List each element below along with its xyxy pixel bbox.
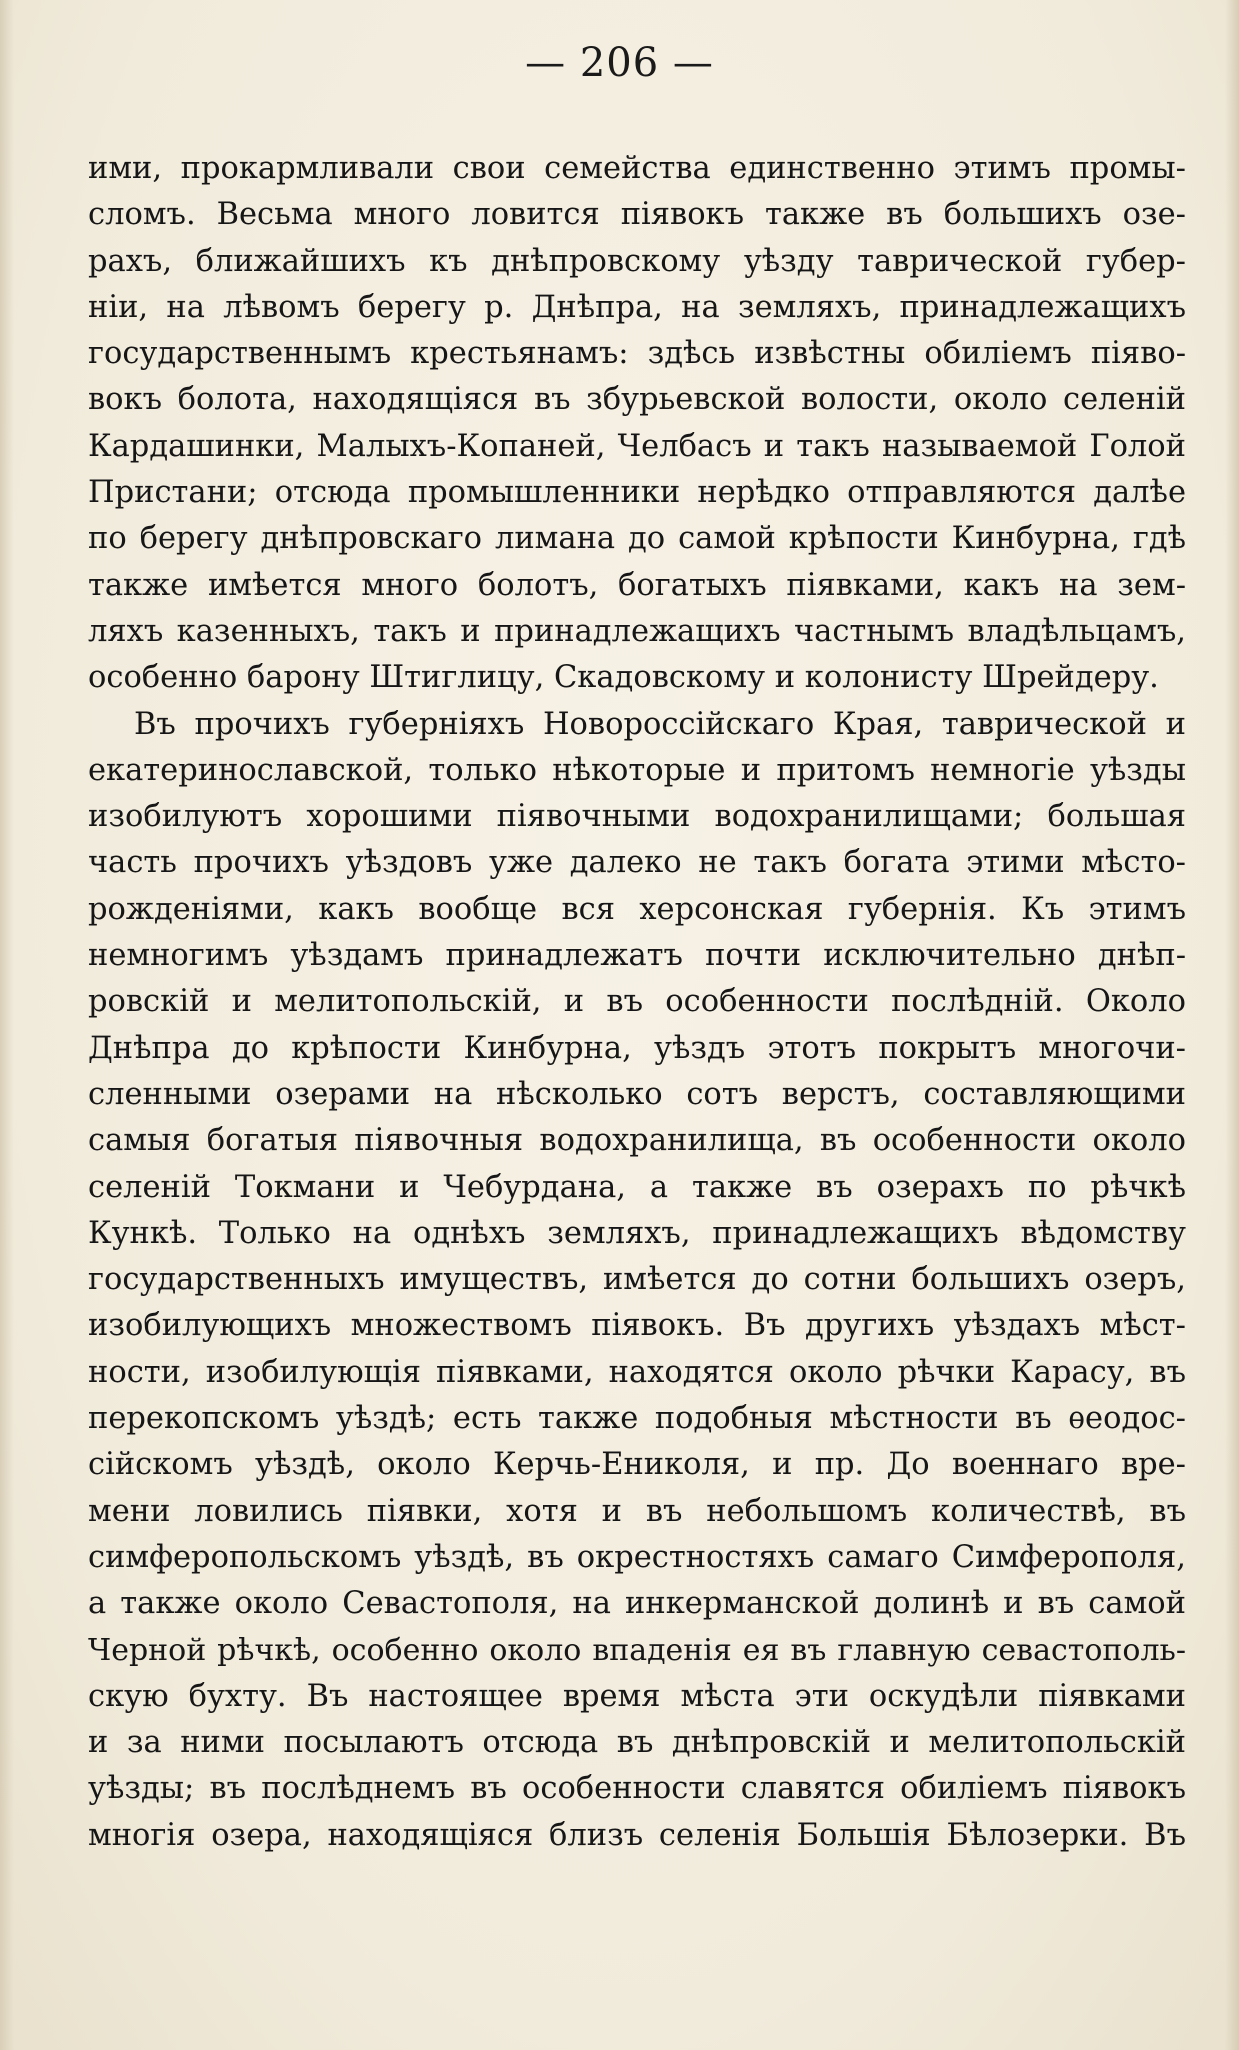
text-line: государственнымъ крестьянамъ: здѣсь извѣстны обиліемъ піяво-: [88, 336, 1186, 372]
text-line: ности, изобилующія піявками, находятся около рѣчки Карасу, въ: [88, 1354, 1186, 1390]
text-line: вокъ болота, находящіяся въ збурьевской волости, около селеній: [88, 382, 1186, 418]
page-number: — 206 —: [525, 40, 714, 86]
text-line: ніи, на лѣвомъ берегу р. Днѣпра, на земляхъ, принадлежащихъ: [88, 289, 1186, 325]
text-line: мени ловились піявки, хотя и въ небольшомъ количествѣ, въ: [88, 1493, 1186, 1529]
text-line: и за ними посылаютъ отсюда въ днѣпровскій и мелитопольскій: [88, 1725, 1186, 1761]
text-line: сійскомъ уѣздѣ, около Керчь-Ениколя, и пр. До военнаго вре-: [88, 1447, 1186, 1483]
body-text: [88, 146, 1186, 1859]
text-line-paragraph-start: Въ прочихъ губерніяхъ Новороссійскаго Края, таврической и: [134, 706, 1186, 742]
text-line: также имѣется много болотъ, богатыхъ піявками, какъ на зем-: [88, 567, 1186, 603]
text-line: многія озера, находящіяся близъ селенія Большія Бѣлозерки. Въ: [88, 1817, 1186, 1853]
text-line: перекопскомъ уѣздѣ; есть также подобныя мѣстности въ ѳеодос-: [88, 1401, 1186, 1437]
text-line: ими, прокармливали свои семейства единственно этимъ промы-: [88, 151, 1186, 186]
text-line: селеній Токмани и Чебурдана, а также въ озерахъ по рѣчкѣ: [88, 1169, 1186, 1205]
text-line: сломъ. Весьма много ловится піявокъ также въ большихъ озе-: [88, 197, 1186, 233]
text-line: рожденіями, какъ вообще вся херсонская губернія. Къ этимъ: [88, 891, 1186, 927]
text-line: Днѣпра до крѣпости Кинбурна, уѣздъ этотъ покрытъ многочи-: [88, 1030, 1186, 1066]
text-line: изобилуютъ хорошими піявочными водохранилищами; большая: [88, 799, 1186, 835]
text-line: екатеринославской, только нѣкоторые и притомъ немногіе уѣзды: [88, 752, 1186, 788]
text-line: Кардашинки, Малыхъ-Копаней, Челбасъ и такъ называемой Голой: [88, 428, 1186, 464]
text-line: самыя богатыя піявочныя водохранилища, въ особенности около: [88, 1123, 1186, 1159]
text-line: особенно барону Штиглицу, Скадовскому и колонисту Шрейдеру.: [88, 660, 1159, 696]
text-line: рахъ, ближайшихъ къ днѣпровскому уѣзду таврической губер-: [88, 243, 1186, 279]
text-line: часть прочихъ уѣздовъ уже далеко не такъ богата этими мѣсто-: [88, 845, 1186, 881]
text-line: по берегу днѣпровскаго лимана до самой крѣпости Кинбурна, гдѣ: [88, 521, 1186, 557]
text-line: ровскій и мелитопольскій, и въ особенности послѣдній. Около: [88, 984, 1186, 1020]
text-line: а также около Севастополя, на инкерманской долинѣ и въ самой: [88, 1586, 1186, 1622]
text-line: Пристани; отсюда промышленники нерѣдко отправляются далѣе: [88, 475, 1186, 511]
text-line: Кункѣ. Только на однѣхъ земляхъ, принадлежащихъ вѣдомству: [88, 1215, 1186, 1251]
text-line: скую бухту. Въ настоящее время мѣста эти оскудѣли піявками: [88, 1678, 1186, 1714]
text-line: изобилующихъ множествомъ піявокъ. Въ другихъ уѣздахъ мѣст-: [88, 1308, 1186, 1344]
text-line: государственныхъ имуществъ, имѣется до сотни большихъ озеръ,: [88, 1262, 1186, 1298]
text-line: немногимъ уѣздамъ принадлежатъ почти исключительно днѣп-: [88, 938, 1186, 974]
text-line: уѣзды; въ послѣднемъ въ особенности славятся обиліемъ піявокъ: [88, 1771, 1186, 1807]
page-edge-shadow-right: [1225, 0, 1239, 2050]
page-edge-shadow-left: [0, 0, 14, 2050]
text-line: ляхъ казенныхъ, такъ и принадлежащихъ частнымъ владѣльцамъ,: [88, 613, 1186, 649]
text-line: Черной рѣчкѣ, особенно около впаденія ея въ главную севастополь-: [88, 1632, 1186, 1668]
text-line: симферопольскомъ уѣздѣ, въ окрестностяхъ самаго Симферополя,: [88, 1539, 1186, 1575]
text-line: сленными озерами на нѣсколько сотъ верстъ, составляющими: [88, 1076, 1186, 1112]
